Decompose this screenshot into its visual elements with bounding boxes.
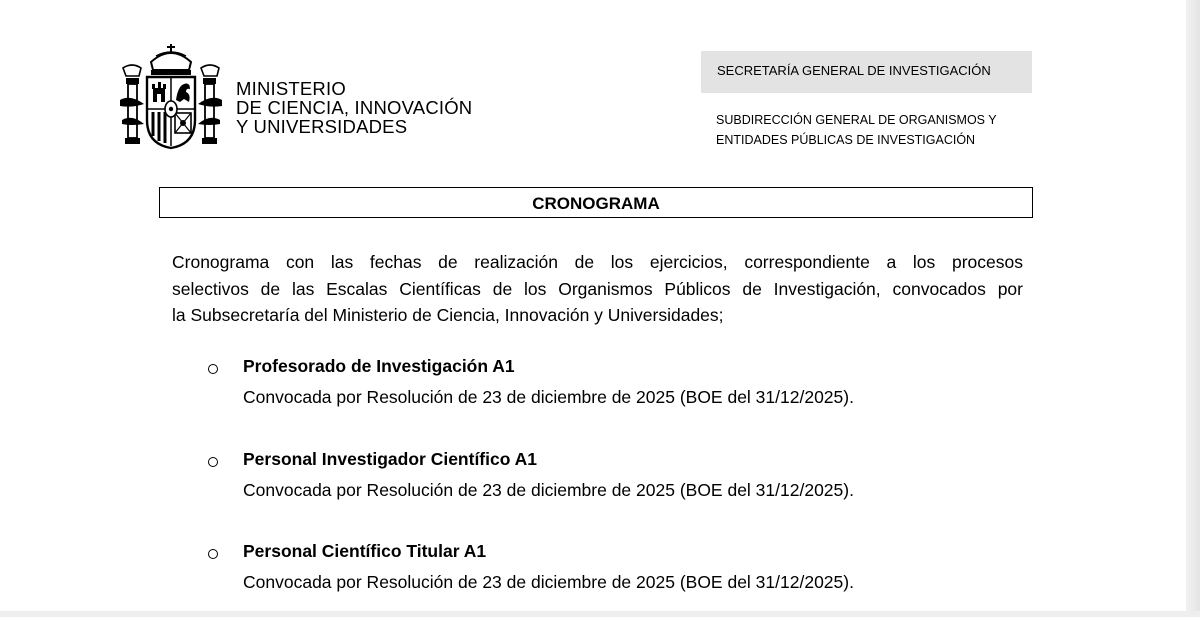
item-detail-2: Convocada por Resolución de 23 de diciembre de 2025 (BOE del 31/12/2025). xyxy=(243,480,854,500)
ministry-line-1: MINISTERIO xyxy=(236,78,346,99)
intro-line-2: selectivos de las Escalas Científicas de los Organismos Públicos de Investigación, convocados por xyxy=(172,278,1023,299)
document-title-box xyxy=(159,187,1033,218)
page-bottom-edge xyxy=(0,611,1200,617)
hollow-circle-bullet-icon xyxy=(208,457,218,467)
ministry-line-2: DE CIENCIA, INNOVACIÓN xyxy=(236,97,473,118)
subdireccion-line-2: ENTIDADES PÚBLICAS DE INVESTIGACIÓN xyxy=(716,133,976,147)
intro-paragraph xyxy=(172,249,1023,329)
intro-line-1: Cronograma con las fechas de realización de los ejercicios, correspondiente a los procesos xyxy=(172,252,1023,272)
subdireccion-label xyxy=(716,110,997,150)
item-detail-3: Convocada por Resolución de 23 de diciembre de 2025 (BOE del 31/12/2025). xyxy=(243,572,854,592)
intro-line-3: la Subsecretaría del Ministerio de Ciencia, Innovación y Universidades; xyxy=(172,305,724,325)
secretaria-box xyxy=(701,51,1032,93)
page-edge xyxy=(1186,0,1200,617)
item-title-2: Personal Investigador Científico A1 xyxy=(243,449,538,469)
coat-of-arms-icon xyxy=(118,42,224,154)
document-title: CRONOGRAMA xyxy=(532,194,660,213)
subdireccion-line-1: SUBDIRECCIÓN GENERAL DE ORGANISMOS Y xyxy=(716,113,997,127)
item-title-1: Profesorado de Investigación A1 xyxy=(243,356,515,376)
item-title-3: Personal Científico Titular A1 xyxy=(243,541,487,561)
ministry-name xyxy=(236,79,472,136)
ministry-line-3: Y UNIVERSIDADES xyxy=(236,116,408,137)
item-detail-1: Convocada por Resolución de 23 de diciembre de 2025 (BOE del 31/12/2025). xyxy=(243,387,854,407)
hollow-circle-bullet-icon xyxy=(208,364,218,374)
secretaria-label: SECRETARÍA GENERAL DE INVESTIGACIÓN xyxy=(717,63,991,78)
hollow-circle-bullet-icon xyxy=(208,549,218,559)
